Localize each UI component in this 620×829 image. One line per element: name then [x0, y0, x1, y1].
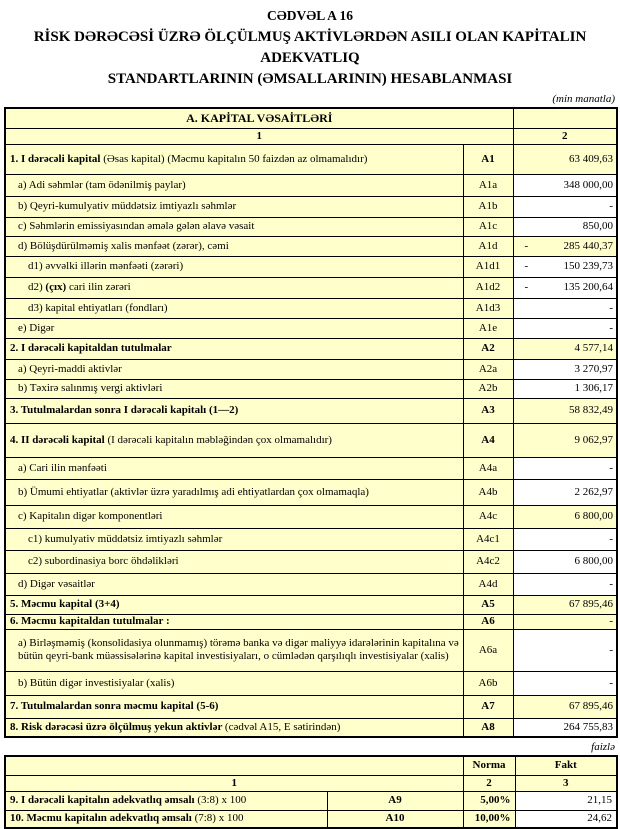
- table-caption: CƏDVƏL A 16: [267, 8, 353, 23]
- value-text: 9 062,97: [574, 433, 614, 446]
- label-segment: c) Kapitalın digər komponentləri: [18, 510, 163, 522]
- col-header-1: 1: [5, 128, 513, 144]
- value-wrap: [517, 510, 614, 523]
- value-wrap: [517, 677, 614, 690]
- value-wrap: [517, 363, 614, 376]
- value-wrap: [517, 302, 614, 315]
- label-segment: (çıx): [45, 281, 67, 293]
- table-row: [5, 479, 617, 505]
- value-text: 150 239,73: [563, 260, 614, 272]
- row-label-cell: [5, 379, 463, 398]
- value-text: 67 895,46: [569, 598, 614, 610]
- document-title: [0, 27, 620, 90]
- row-code-cell: A1d3: [463, 298, 513, 318]
- document-title-line1: RİSK DƏRƏCƏSİ ÜZRƏ ÖLÇÜLMUŞ AKTİVLƏRDƏN ASILI OLAN KAPİTALIN ADEKVATLIQ: [33, 29, 587, 66]
- row-code-cell: A2b: [463, 379, 513, 398]
- table-row: [5, 505, 617, 528]
- row-value-cell: [513, 256, 617, 277]
- row-label-cell: [5, 550, 463, 573]
- capital-table: [4, 107, 618, 738]
- row-value-cell: [513, 359, 617, 379]
- value-wrap: [517, 200, 614, 213]
- label-segment: a) Cari ilin mənfəəti: [18, 461, 107, 474]
- row-value-cell: [513, 595, 617, 614]
- row-label-cell: [5, 338, 463, 359]
- row-value-cell: [513, 338, 617, 359]
- value-wrap: [517, 533, 614, 546]
- row-value-cell: [513, 144, 617, 174]
- row-value-cell: [513, 573, 617, 595]
- label-segment: 10. Məcmu kapitalın adekvatlıq əmsalı: [10, 812, 195, 825]
- section-header-row: [5, 108, 617, 128]
- value-text: -: [609, 321, 614, 334]
- row-label-cell: [5, 505, 463, 528]
- label-segment: (cədvəl A15, E sətirindən): [224, 720, 341, 733]
- adequacy-ratio-table: [4, 755, 618, 829]
- row-value-cell: [513, 629, 617, 671]
- row-code-cell: A4c: [463, 505, 513, 528]
- row-label-cell: [5, 423, 463, 457]
- row-label-cell: [5, 791, 327, 810]
- row-value-cell: [513, 695, 617, 718]
- value-wrap: [517, 404, 614, 417]
- row-code-cell: A5: [463, 595, 513, 614]
- value-wrap: [517, 598, 614, 611]
- value-text: 285 440,37: [563, 239, 614, 252]
- row-value-cell: [513, 718, 617, 737]
- value-text: -: [609, 643, 614, 656]
- value-text: 135 200,64: [563, 281, 614, 293]
- row-label-cell: [5, 318, 463, 338]
- row-label-cell: [5, 277, 463, 298]
- label-segment: 5. Məcmu kapital (3+4): [10, 598, 120, 610]
- table-row: [5, 398, 617, 423]
- label-segment: d) Bölüşdürülməmiş xalis mənfəət (zərər), cəmi: [18, 239, 229, 252]
- row-code-cell: A1c: [463, 217, 513, 236]
- row-code-cell: A4c1: [463, 528, 513, 550]
- label-segment: 9. I dərəcəli kapitalın adekvatlıq əmsalı: [10, 794, 198, 806]
- row-code-cell: A3: [463, 398, 513, 423]
- row-code-cell: A9: [327, 791, 463, 810]
- label-segment: d2): [28, 281, 46, 293]
- row-code-cell: A1d2: [463, 277, 513, 298]
- row-value-cell: [513, 217, 617, 236]
- negative-sign: -: [524, 260, 529, 272]
- table-row: [5, 196, 617, 217]
- value-wrap: [517, 721, 614, 734]
- value-text: 3 270,97: [574, 362, 614, 375]
- section-a-spacer: [513, 108, 617, 128]
- table-row: [5, 718, 617, 737]
- row-value-cell: [513, 423, 617, 457]
- table-row: [5, 791, 617, 810]
- ratio-header-spacer: [5, 756, 463, 775]
- value-text: 2 262,97: [574, 485, 614, 498]
- value-text: 67 895,46: [569, 700, 614, 712]
- value-wrap: [517, 462, 614, 475]
- row-code-cell: A4: [463, 423, 513, 457]
- row-label-cell: [5, 528, 463, 550]
- fakt-header: Fakt: [515, 756, 617, 775]
- percent-note: faizlə: [591, 741, 615, 753]
- row-value-cell: [513, 379, 617, 398]
- table-row: [5, 614, 617, 629]
- value-wrap: [517, 153, 614, 166]
- row-label-cell: [5, 298, 463, 318]
- row-value-cell: [513, 528, 617, 550]
- unit-note: (min manatla): [552, 93, 615, 105]
- norma-cell: 5,00%: [463, 791, 515, 810]
- label-segment: (7:8) x 100: [194, 812, 244, 825]
- row-label-cell: [5, 196, 463, 217]
- row-label-cell: [5, 144, 463, 174]
- row-code-cell: A8: [463, 718, 513, 737]
- column-number-row: [5, 128, 617, 144]
- table-row: [5, 174, 617, 196]
- row-value-cell: [513, 457, 617, 479]
- value-wrap: [517, 260, 614, 273]
- value-text: -: [609, 676, 614, 689]
- value-wrap: [517, 322, 614, 335]
- label-segment: a) Adi səhmlər (tam ödənilmiş paylar): [18, 178, 186, 191]
- row-code-cell: A1: [463, 144, 513, 174]
- row-code-cell: A2: [463, 338, 513, 359]
- row-code-cell: A6a: [463, 629, 513, 671]
- row-code-cell: A4a: [463, 457, 513, 479]
- row-value-cell: [513, 174, 617, 196]
- label-segment: 7. Tutulmalardan sonra məcmu kapital (5-6): [10, 700, 219, 712]
- label-segment: d3) kapital ehtiyatları (fondları): [28, 301, 168, 314]
- table-row: [5, 256, 617, 277]
- value-wrap: [517, 342, 614, 355]
- ratio-col-header-3: 3: [515, 775, 617, 791]
- label-segment: b) Ümumi ehtiyatlar (aktivlər üzrə yaradılmış adi ehtiyatlardan çox olmamaqla): [18, 485, 369, 498]
- row-code-cell: A2a: [463, 359, 513, 379]
- label-segment: d) Digər vəsaitlər: [18, 577, 95, 590]
- value-wrap: [517, 555, 614, 568]
- row-label-cell: [5, 671, 463, 695]
- row-label-cell: [5, 629, 463, 671]
- row-value-cell: [513, 398, 617, 423]
- row-value-cell: [513, 505, 617, 528]
- label-segment: b) Təxirə salınmış vergi aktivləri: [18, 382, 163, 394]
- table-row: [5, 457, 617, 479]
- row-code-cell: A4d: [463, 573, 513, 595]
- value-text: 63 409,63: [569, 152, 614, 165]
- value-wrap: [517, 179, 614, 192]
- table-row: [5, 671, 617, 695]
- value-wrap: [517, 578, 614, 591]
- label-segment: b) Bütün digər investisiyalar (xalis): [18, 676, 175, 689]
- row-code-cell: A4b: [463, 479, 513, 505]
- table-row: [5, 528, 617, 550]
- row-label-cell: [5, 217, 463, 236]
- table-row: [5, 144, 617, 174]
- value-wrap: [517, 382, 614, 395]
- row-code-cell: A6b: [463, 671, 513, 695]
- row-value-cell: [513, 614, 617, 629]
- fakt-cell: 21,15: [515, 791, 617, 810]
- row-code-cell: A1b: [463, 196, 513, 217]
- row-label-cell: [5, 614, 463, 629]
- row-value-cell: [513, 671, 617, 695]
- label-segment: e) Digər: [18, 321, 55, 334]
- table-row: [5, 695, 617, 718]
- norma-cell: 10,00%: [463, 810, 515, 828]
- label-segment: c) Səhmlərin emissiyasından əmələ gələn əlavə vəsait: [18, 220, 255, 232]
- document-title-line2: STANDARTLARININ (ƏMSALLARININ) HESABLANMASI: [107, 71, 513, 87]
- row-code-cell: A6: [463, 614, 513, 629]
- fakt-cell: 24,62: [515, 810, 617, 828]
- label-segment: 1. I dərəcəli kapital: [10, 152, 104, 165]
- value-text: -: [609, 577, 614, 590]
- value-wrap: [517, 615, 614, 628]
- label-segment: 8. Risk dərəcəsi üzrə ölçülmuş yekun aktivlər: [10, 720, 225, 733]
- row-value-cell: [513, 318, 617, 338]
- label-segment: c1) kumulyativ müddətsiz imtiyazlı səhmlər: [28, 532, 223, 545]
- table-row: [5, 236, 617, 256]
- table-row: [5, 359, 617, 379]
- value-wrap: [517, 240, 614, 253]
- label-segment: (Əsas kapital) (Məcmu kapitalın 50 faizdən az olmamalıdır): [103, 152, 368, 165]
- value-text: 850,00: [582, 220, 614, 232]
- row-label-cell: [5, 174, 463, 196]
- row-label-cell: [5, 457, 463, 479]
- row-value-cell: [513, 479, 617, 505]
- row-label-cell: [5, 695, 463, 718]
- row-label-cell: [5, 479, 463, 505]
- row-label-cell: [5, 573, 463, 595]
- label-segment: c2) subordinasiya borc öhdəlikləri: [28, 555, 179, 567]
- table-row: [5, 298, 617, 318]
- label-segment: 4. II dərəcəli kapital: [10, 433, 108, 446]
- row-label-cell: [5, 256, 463, 277]
- row-code-cell: A4c2: [463, 550, 513, 573]
- row-value-cell: [513, 236, 617, 256]
- table-row: [5, 629, 617, 671]
- row-code-cell: A1a: [463, 174, 513, 196]
- value-text: 58 832,49: [569, 404, 614, 416]
- value-wrap: [517, 700, 614, 713]
- row-label-cell: [5, 398, 463, 423]
- label-segment: 2. I dərəcəli kapitaldan tutulmalar: [10, 342, 172, 354]
- row-code-cell: A7: [463, 695, 513, 718]
- value-text: -: [609, 532, 614, 545]
- value-text: -: [609, 461, 614, 474]
- value-text: 6 800,00: [574, 510, 614, 522]
- row-value-cell: [513, 550, 617, 573]
- value-text: 348 000,00: [563, 178, 614, 191]
- value-wrap: [517, 486, 614, 499]
- table-row: [5, 573, 617, 595]
- row-label-cell: [5, 810, 327, 828]
- row-code-cell: A10: [327, 810, 463, 828]
- value-wrap: [517, 644, 614, 657]
- table-row: [5, 318, 617, 338]
- label-segment: d1) əvvəlki illərin mənfəəti (zərəri): [28, 260, 184, 272]
- label-segment: (I dərəcəli kapitalın məbləğindən çox olmamalıdır): [107, 433, 332, 446]
- negative-sign: -: [524, 281, 529, 293]
- row-code-cell: A1d: [463, 236, 513, 256]
- row-label-cell: [5, 718, 463, 737]
- row-label-cell: [5, 359, 463, 379]
- label-segment: b) Qeyri-kumulyativ müddətsiz imtiyazlı səhmlər: [18, 200, 237, 212]
- table-row: [5, 810, 617, 828]
- row-value-cell: [513, 196, 617, 217]
- row-value-cell: [513, 277, 617, 298]
- row-code-cell: A1d1: [463, 256, 513, 277]
- ratio-col-header-2: 2: [463, 775, 515, 791]
- value-text: 264 755,83: [563, 720, 614, 733]
- table-row: [5, 277, 617, 298]
- row-label-cell: [5, 236, 463, 256]
- label-segment: cari ilin zərəri: [66, 281, 131, 293]
- row-code-cell: A1e: [463, 318, 513, 338]
- col-header-2: 2: [513, 128, 617, 144]
- label-segment: a) Qeyri-maddi aktivlər: [18, 362, 122, 375]
- table-row: [5, 595, 617, 614]
- negative-sign: -: [524, 239, 529, 252]
- value-wrap: [517, 434, 614, 447]
- table-row: [5, 379, 617, 398]
- ratio-column-number-row: [5, 775, 617, 791]
- value-text: -: [609, 200, 614, 212]
- table-row: [5, 423, 617, 457]
- label-segment: 3. Tutulmalardan sonra I dərəcəli kapitalı (1—2): [10, 404, 239, 416]
- ratio-header-row: [5, 756, 617, 775]
- table-row: [5, 217, 617, 236]
- value-wrap: [517, 281, 614, 294]
- ratio-col-header-1: 1: [5, 775, 463, 791]
- value-wrap: [517, 220, 614, 233]
- value-text: 4 577,14: [574, 342, 614, 354]
- table-row: [5, 338, 617, 359]
- value-text: -: [609, 301, 614, 314]
- value-text: 1 306,17: [574, 382, 614, 394]
- label-segment: (3:8) x 100: [197, 794, 247, 806]
- value-text: -: [609, 615, 614, 627]
- section-a-title: A. KAPİTAL VƏSAİTLƏRİ: [5, 108, 513, 128]
- row-value-cell: [513, 298, 617, 318]
- table-row: [5, 550, 617, 573]
- value-text: 6 800,00: [574, 555, 614, 567]
- row-label-cell: [5, 595, 463, 614]
- label-segment: 6. Məcmu kapitaldan tutulmalar :: [10, 615, 170, 627]
- norma-header: Norma: [463, 756, 515, 775]
- label-segment: a) Birləşməmiş (konsolidasiya olunmamış) törəmə banka və digər maliyyə idarələrinin kapitalına və bütün qeyri-bank müəssisələrinə kapital investisiyaları, o cümlədən qarşılıqlı investisiyalar (xalis): [18, 637, 459, 662]
